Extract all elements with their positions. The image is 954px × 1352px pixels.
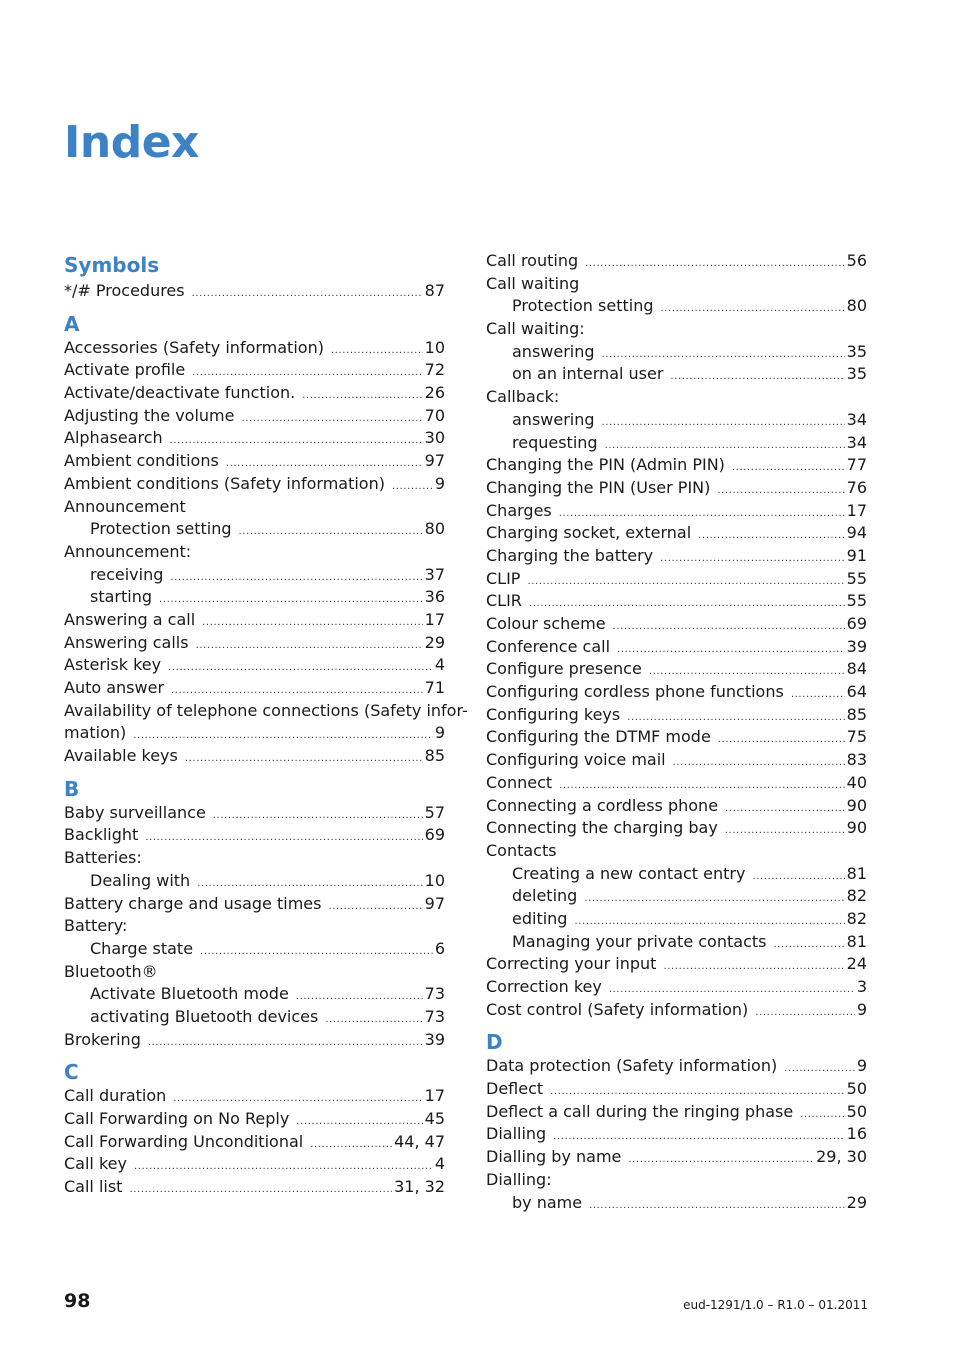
index-entry: [486, 568, 867, 591]
entry-page-ref: 80: [424, 519, 445, 539]
entry-label: Call Forwarding on No Reply: [64, 1109, 290, 1128]
index-entry: [64, 337, 445, 360]
document-reference: eud-1291/1.0 – R1.0 – 01.2011: [683, 1298, 868, 1312]
index-column-left: [64, 250, 468, 1199]
index-entry: [486, 636, 867, 659]
index-entry: [64, 473, 445, 496]
entry-label: editing: [512, 908, 568, 928]
entry-page-ref: 35: [846, 341, 867, 361]
dot-leader: [196, 635, 423, 658]
index-entry: [64, 496, 445, 519]
dot-leader: [331, 340, 423, 363]
dot-leader: [589, 1195, 845, 1218]
index-subentry: [64, 938, 445, 961]
entry-page-ref: 80: [846, 296, 867, 316]
entry-label: Configuring keys: [486, 704, 621, 724]
entry-page-ref: 36: [424, 587, 445, 607]
entry-label: Bluetooth®: [64, 961, 158, 981]
entry-page-ref: 69: [424, 825, 445, 845]
entry-label: Call waiting:: [486, 319, 585, 339]
entry-label: Call routing: [486, 251, 579, 270]
index-entry: [486, 681, 867, 704]
index-entry: [64, 722, 445, 745]
entry-page-ref: 70: [424, 405, 445, 425]
entry-label: CLIP: [486, 568, 521, 588]
entry-label: Callback:: [486, 387, 560, 407]
dot-leader: [673, 752, 845, 775]
entry-label: Batteries:: [64, 848, 142, 868]
index-entry: [486, 477, 867, 500]
index-entry: [64, 280, 445, 303]
dot-leader: [585, 253, 845, 276]
entry-page-ref: 82: [846, 908, 867, 928]
page-title: Index: [64, 117, 199, 168]
dot-leader: [192, 283, 423, 306]
dot-leader: [185, 748, 423, 771]
entry-label: Protection setting: [90, 519, 232, 539]
dot-leader: [732, 457, 845, 480]
entry-page-ref: 85: [424, 746, 445, 766]
entry-page-ref: 75: [846, 727, 867, 747]
index-entry: [64, 745, 445, 768]
index-entry: [64, 1176, 445, 1199]
index-entry: [64, 382, 445, 405]
entry-label: Configure presence: [486, 659, 642, 679]
index-entry: [486, 522, 867, 545]
entry-page-ref: 72: [424, 360, 445, 380]
index-entry: [64, 915, 445, 938]
entry-label: Cost control (Safety information): [486, 999, 749, 1019]
index-subentry: [486, 295, 867, 318]
dot-leader: [752, 866, 844, 889]
entry-page-ref: 31, 32: [394, 1177, 445, 1197]
entry-page-ref: 9: [856, 1056, 867, 1076]
entry-page-ref: 9: [434, 723, 445, 743]
entry-label: Answering a call: [64, 609, 196, 629]
entry-page-ref: 85: [846, 704, 867, 724]
entry-page-ref: 34: [846, 432, 867, 452]
dot-leader: [617, 639, 845, 662]
dot-leader: [302, 385, 422, 408]
index-entry: [486, 999, 867, 1022]
dot-leader: [129, 1179, 392, 1202]
entry-label: Charging the battery: [486, 545, 654, 565]
entry-page-ref: 3: [856, 977, 867, 996]
entry-label: Activate Bluetooth mode: [90, 984, 289, 1004]
entry-label: Connecting the charging bay: [486, 818, 718, 838]
entry-page-ref: 50: [846, 1101, 867, 1121]
index-entry: [64, 700, 468, 723]
entry-label: Call Forwarding Unconditional: [64, 1131, 304, 1151]
dot-leader: [718, 729, 845, 752]
entry-page-ref: 17: [846, 500, 867, 520]
index-letter-heading: D: [486, 1030, 503, 1055]
entry-label: Brokering: [64, 1029, 141, 1049]
entry-page-ref: 56: [846, 251, 867, 270]
entry-page-ref: 9: [856, 999, 867, 1019]
entry-label: Ambient conditions (Safety information): [64, 473, 385, 493]
entry-label: Dialling:: [486, 1169, 552, 1189]
entry-label: Available keys: [64, 746, 178, 766]
entry-label: on an internal user: [512, 364, 664, 384]
index-subentry: [486, 363, 867, 386]
entry-page-ref: 82: [846, 886, 867, 906]
entry-label: Announcement: [64, 496, 186, 516]
entry-page-ref: 4: [434, 1154, 445, 1174]
entry-page-ref: 39: [424, 1029, 445, 1049]
entry-label: Call key: [64, 1154, 127, 1174]
entry-label: Colour scheme: [486, 614, 606, 633]
entry-page-ref: 29: [424, 632, 445, 652]
entry-label: Call waiting: [486, 273, 580, 293]
entry-page-ref: 76: [846, 477, 867, 497]
dot-leader: [170, 567, 422, 590]
entry-label: Managing your private contacts: [512, 931, 767, 951]
entry-page-ref: 77: [846, 455, 867, 475]
entry-page-ref: 97: [424, 893, 445, 913]
index-entry: [64, 359, 445, 382]
index-entry: [486, 500, 867, 523]
entry-label: Correcting your input: [486, 954, 657, 974]
index-subentry: [486, 409, 867, 432]
dot-leader: [755, 1002, 855, 1025]
entry-label: Deflect: [486, 1079, 544, 1099]
entry-label: Correction key: [486, 977, 602, 996]
entry-label: Answering calls: [64, 632, 189, 652]
entry-page-ref: 81: [846, 863, 867, 883]
entry-label: Charging socket, external: [486, 523, 692, 543]
entry-label: Dealing with: [90, 870, 191, 890]
entry-label: Auto answer: [64, 678, 165, 697]
dot-leader: [202, 612, 423, 635]
entry-label: Connecting a cordless phone: [486, 795, 719, 815]
index-subentry: [64, 870, 445, 893]
index-entry: [64, 1085, 445, 1108]
entry-label: requesting: [512, 432, 598, 452]
index-entry: [486, 1169, 867, 1192]
entry-page-ref: 50: [846, 1079, 867, 1099]
dot-leader: [660, 548, 845, 571]
entry-label: Configuring the DTMF mode: [486, 727, 711, 747]
entry-page-ref: 10: [424, 337, 445, 357]
index-subentry: [486, 885, 867, 908]
index-letter-heading: A: [64, 311, 80, 336]
index-letter-heading: B: [64, 776, 80, 801]
dot-leader: [613, 616, 845, 639]
dot-leader: [661, 298, 845, 321]
index-column-right: [486, 250, 867, 1214]
entry-label: receiving: [90, 564, 164, 584]
entry-page-ref: 17: [424, 609, 445, 629]
entry-label: Deflect a call during the ringing phase: [486, 1101, 794, 1121]
entry-label: Dialling by name: [486, 1147, 622, 1167]
entry-label: Protection setting: [512, 296, 654, 316]
dot-leader: [241, 408, 422, 431]
index-entry: [486, 704, 867, 727]
index-entry: [486, 250, 867, 273]
index-entry: [486, 953, 867, 976]
index-entry: [64, 961, 445, 984]
entry-label: Baby surveillance: [64, 802, 206, 822]
entry-page-ref: 29, 30: [816, 1147, 867, 1167]
dot-leader: [134, 1156, 433, 1179]
entry-page-ref: 24: [846, 954, 867, 974]
index-entry: [486, 454, 867, 477]
entry-label: CLIR: [486, 591, 522, 611]
entry-page-ref: 90: [846, 818, 867, 838]
entry-label: Accessories (Safety information): [64, 337, 324, 357]
entry-label: Activate profile: [64, 360, 186, 380]
entry-label: Alphasearch: [64, 428, 163, 448]
entry-label: answering: [512, 409, 595, 429]
entry-label: Dialling: [486, 1124, 547, 1144]
entry-page-ref: 39: [846, 636, 867, 656]
dot-leader: [392, 476, 433, 499]
entry-page-ref: 73: [424, 984, 445, 1004]
index-entry: [64, 1131, 445, 1154]
entry-page-ref: 69: [846, 614, 867, 633]
entry-page-ref: 10: [424, 870, 445, 890]
dot-leader: [670, 366, 844, 389]
dot-leader: [213, 805, 423, 828]
index-entry: [486, 318, 867, 341]
entry-label: Creating a new contact entry: [512, 863, 746, 883]
index-entry: [64, 405, 445, 428]
index-subentry: [64, 1006, 445, 1029]
entry-page-ref: 73: [424, 1006, 445, 1026]
dot-leader: [328, 896, 422, 919]
entry-page-ref: 16: [846, 1124, 867, 1144]
dot-leader: [784, 1058, 855, 1081]
dot-leader: [200, 941, 433, 964]
entry-label: mation): [64, 723, 127, 743]
entry-page-ref: 81: [846, 931, 867, 951]
entry-page-ref: 91: [846, 545, 867, 565]
entry-page-ref: 29: [846, 1192, 867, 1212]
entry-label: Conference call: [486, 636, 611, 656]
entry-label: deleting: [512, 886, 578, 906]
entry-label: Activate/deactivate function.: [64, 383, 296, 403]
entry-label: Asterisk key: [64, 655, 162, 675]
entry-page-ref: 94: [846, 523, 867, 543]
entry-page-ref: 4: [434, 655, 445, 675]
index-entry: [64, 677, 445, 700]
index-entry: [64, 893, 445, 916]
entry-page-ref: 40: [846, 772, 867, 792]
entry-page-ref: 55: [846, 568, 867, 588]
index-entry: [486, 386, 867, 409]
dot-leader: [800, 1104, 844, 1127]
entry-page-ref: 26: [424, 383, 445, 403]
entry-page-ref: 37: [424, 564, 445, 584]
index-entry: [64, 450, 445, 473]
entry-label: Availability of telephone connections (Safety infor-: [64, 700, 468, 720]
index-entry: [64, 1153, 445, 1176]
entry-page-ref: 87: [424, 281, 445, 300]
index-subentry: [486, 863, 867, 886]
dot-leader: [628, 1149, 814, 1172]
page-number: 98: [64, 1290, 91, 1312]
entry-page-ref: 57: [424, 802, 445, 822]
entry-label: by name: [512, 1192, 583, 1212]
entry-page-ref: 90: [846, 795, 867, 815]
entry-page-ref: 6: [434, 938, 445, 958]
index-subentry: [64, 518, 445, 541]
index-entry: [486, 772, 867, 795]
entry-page-ref: 83: [846, 750, 867, 770]
index-entry: [486, 658, 867, 681]
entry-label: */# Procedures: [64, 281, 185, 300]
index-entry: [486, 1078, 867, 1101]
dot-leader: [239, 521, 423, 544]
index-entry: [486, 1123, 867, 1146]
index-entry: [486, 976, 867, 999]
dot-leader: [145, 827, 422, 850]
entry-label: Call duration: [64, 1086, 167, 1106]
index-section-heading: Symbols: [64, 253, 160, 277]
index-subentry: [486, 341, 867, 364]
dot-leader: [584, 888, 844, 911]
index-subentry: [486, 432, 867, 455]
entry-label: Adjusting the volume: [64, 405, 235, 425]
index-entry: [64, 802, 445, 825]
entry-label: Backlight: [64, 825, 139, 845]
dot-leader: [663, 956, 844, 979]
entry-page-ref: 84: [846, 659, 867, 679]
dot-leader: [148, 1032, 423, 1055]
entry-page-ref: 34: [846, 409, 867, 429]
index-entry: [486, 795, 867, 818]
index-entry: [486, 590, 867, 613]
index-entry: [486, 840, 867, 863]
entry-page-ref: 55: [846, 591, 867, 611]
dot-leader: [168, 657, 433, 680]
entry-label: Announcement:: [64, 541, 192, 561]
index-entry: [64, 1029, 445, 1052]
index-entry: [64, 654, 445, 677]
index-entry: [486, 1055, 867, 1078]
entry-label: activating Bluetooth devices: [90, 1006, 319, 1026]
entry-label: Charge state: [90, 938, 194, 958]
dot-leader: [602, 412, 845, 435]
dot-leader: [133, 725, 433, 748]
index-entry: [64, 427, 445, 450]
entry-label: Contacts: [486, 840, 557, 860]
index-entry: [64, 632, 445, 655]
entry-page-ref: 64: [846, 682, 867, 702]
index-entry: [64, 847, 445, 870]
dot-leader: [773, 934, 844, 957]
index-entry: [486, 1146, 867, 1169]
dot-leader: [698, 525, 845, 548]
entry-label: Battery:: [64, 916, 128, 936]
entry-label: Connect: [486, 772, 553, 792]
index-entry: [486, 613, 867, 636]
entry-label: Configuring voice mail: [486, 750, 666, 770]
entry-page-ref: 97: [424, 451, 445, 471]
dot-leader: [325, 1009, 422, 1032]
entry-page-ref: 9: [434, 473, 445, 493]
entry-label: Changing the PIN (User PIN): [486, 477, 711, 497]
index-entry: [486, 749, 867, 772]
entry-label: Ambient conditions: [64, 451, 219, 471]
index-letter-heading: C: [64, 1060, 79, 1085]
entry-page-ref: 35: [846, 364, 867, 384]
index-entry: [64, 541, 445, 564]
index-subentry: [64, 983, 445, 1006]
dot-leader: [159, 589, 423, 612]
dot-leader: [725, 798, 845, 821]
dot-leader: [717, 480, 844, 503]
index-subentry: [64, 586, 445, 609]
index-entry: [64, 609, 445, 632]
entry-page-ref: 30: [424, 428, 445, 448]
index-subentry: [64, 564, 445, 587]
entry-label: Battery charge and usage times: [64, 893, 322, 913]
index-entry: [64, 824, 445, 847]
entry-page-ref: 17: [424, 1086, 445, 1106]
entry-label: Call list: [64, 1177, 123, 1197]
index-entry: [64, 1108, 445, 1131]
dot-leader: [310, 1134, 392, 1157]
entry-label: Charges: [486, 500, 552, 520]
dot-leader: [791, 684, 845, 707]
entry-label: starting: [90, 587, 153, 607]
entry-label: Changing the PIN (Admin PIN): [486, 455, 725, 475]
dot-leader: [527, 571, 844, 594]
entry-label: Configuring cordless phone functions: [486, 682, 784, 702]
index-entry: [486, 1101, 867, 1124]
index-subentry: [486, 908, 867, 931]
entry-label: Data protection (Safety information): [486, 1056, 778, 1076]
entry-page-ref: 71: [424, 678, 445, 697]
entry-page-ref: 44, 47: [394, 1131, 445, 1151]
index-entry: [486, 545, 867, 568]
dot-leader: [725, 820, 845, 843]
entry-page-ref: 45: [424, 1109, 445, 1128]
entry-label: answering: [512, 341, 595, 361]
index-entry: [486, 726, 867, 749]
index-entry: [486, 817, 867, 840]
index-subentry: [486, 931, 867, 954]
index-entry: [486, 273, 867, 296]
index-subentry: [486, 1192, 867, 1215]
